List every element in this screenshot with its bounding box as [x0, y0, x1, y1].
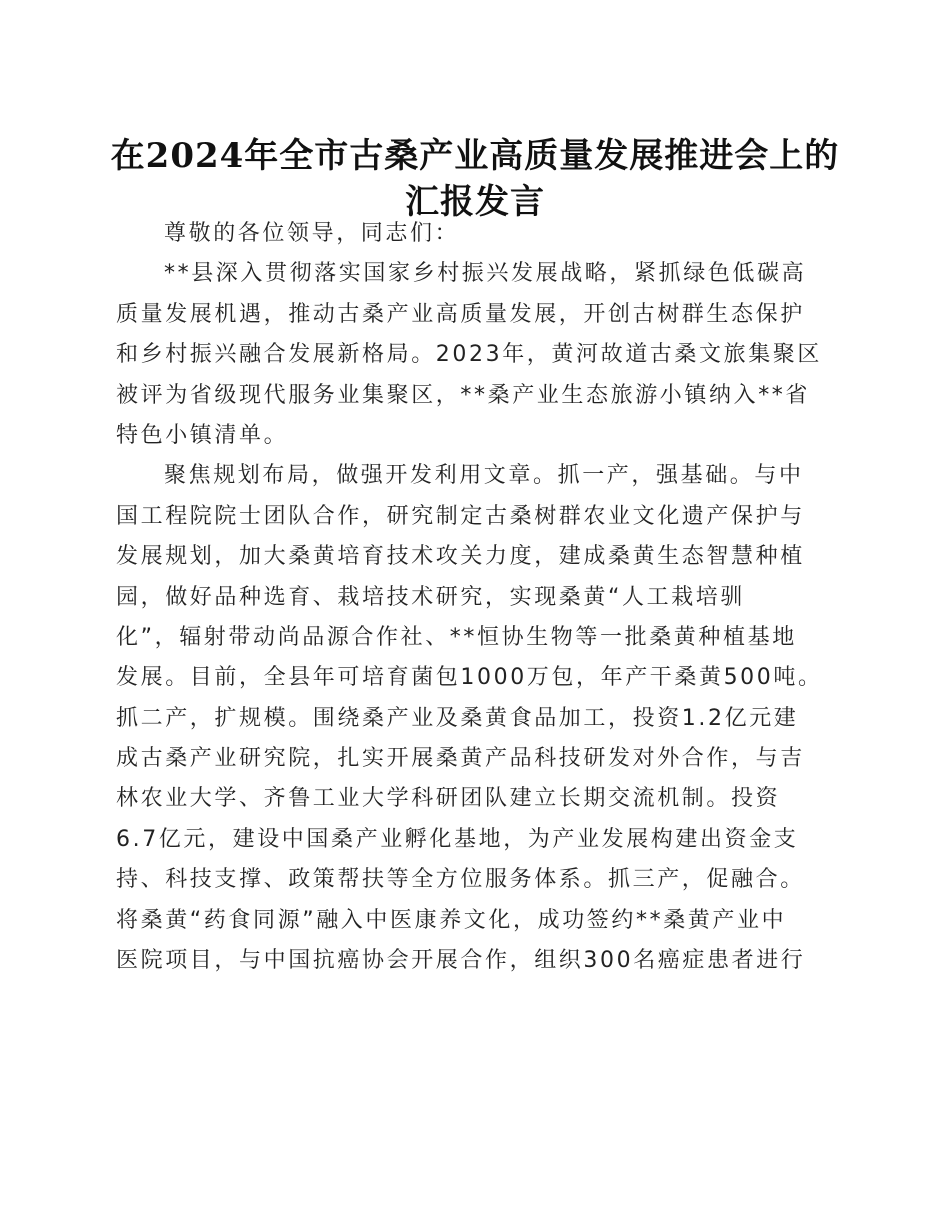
paragraph-line: 化”，辐射带动尚品源合作社、**恒协生物等一批桑黄种植基地	[116, 624, 797, 650]
paragraph-line: 聚焦规划布局，做强开发利用文章。抓一产，强基础。与中	[164, 463, 804, 489]
paragraph-line: 林农业大学、齐鲁工业大学科研团队建立长期交流机制。投资	[116, 786, 781, 812]
document-title-line-1: 在2024年全市古桑产业高质量发展推进会上的	[110, 136, 840, 176]
paragraph-line: 国工程院院士团队合作，研究制定古桑树群农业文化遗产保护与	[116, 503, 805, 529]
paragraph-line: 被评为省级现代服务业集聚区，**桑产业生态旅游小镇纳入**省	[116, 382, 811, 408]
document-title-line-2: 汇报发言	[405, 182, 545, 222]
paragraph-line: 持、科技支撑、政策帮扶等全方位服务体系。抓三产，促融合。	[116, 867, 805, 893]
paragraph-line: 发展规划，加大桑黄培育技术攻关力度，建成桑黄生态智慧种植	[116, 544, 805, 570]
paragraph-line: 发展。目前，全县年可培育菌包1000万包，年产干桑黄500吨。	[116, 665, 823, 691]
salutation: 尊敬的各位领导，同志们：	[164, 221, 460, 246]
paragraph-line: 成古桑产业研究院，扎实开展桑黄产品科技研发对外合作，与吉	[116, 746, 805, 772]
paragraph-line: 特色小镇清单。	[116, 422, 289, 448]
paragraph-line: 质量发展机遇，推动古桑产业高质量发展，开创古树群生态保护	[116, 301, 805, 327]
paragraph-line: 将桑黄“药食同源”融入中医康养文化，成功签约**桑黄产业中	[116, 907, 787, 933]
paragraph-line: 6.7亿元，建设中国桑产业孵化基地，为产业发展构建出资金支	[116, 826, 799, 852]
document-body	[116, 214, 823, 981]
paragraph-line: 园，做好品种选育、栽培技术研究，实现桑黄“人工栽培驯	[116, 584, 745, 610]
paragraph-line: 和乡村振兴融合发展新格局。2023年，黄河故道古桑文旅集聚区	[116, 342, 822, 368]
paragraph-line: 抓二产，扩规模。围绕桑产业及桑黄食品加工，投资1.2亿元建	[116, 705, 799, 731]
paragraph-line: 医院项目，与中国抗癌协会开展合作，组织300名癌症患者进行	[116, 948, 806, 974]
paragraph-line: **县深入贯彻落实国家乡村振兴发展战略，紧抓绿色低碳高	[164, 261, 807, 287]
